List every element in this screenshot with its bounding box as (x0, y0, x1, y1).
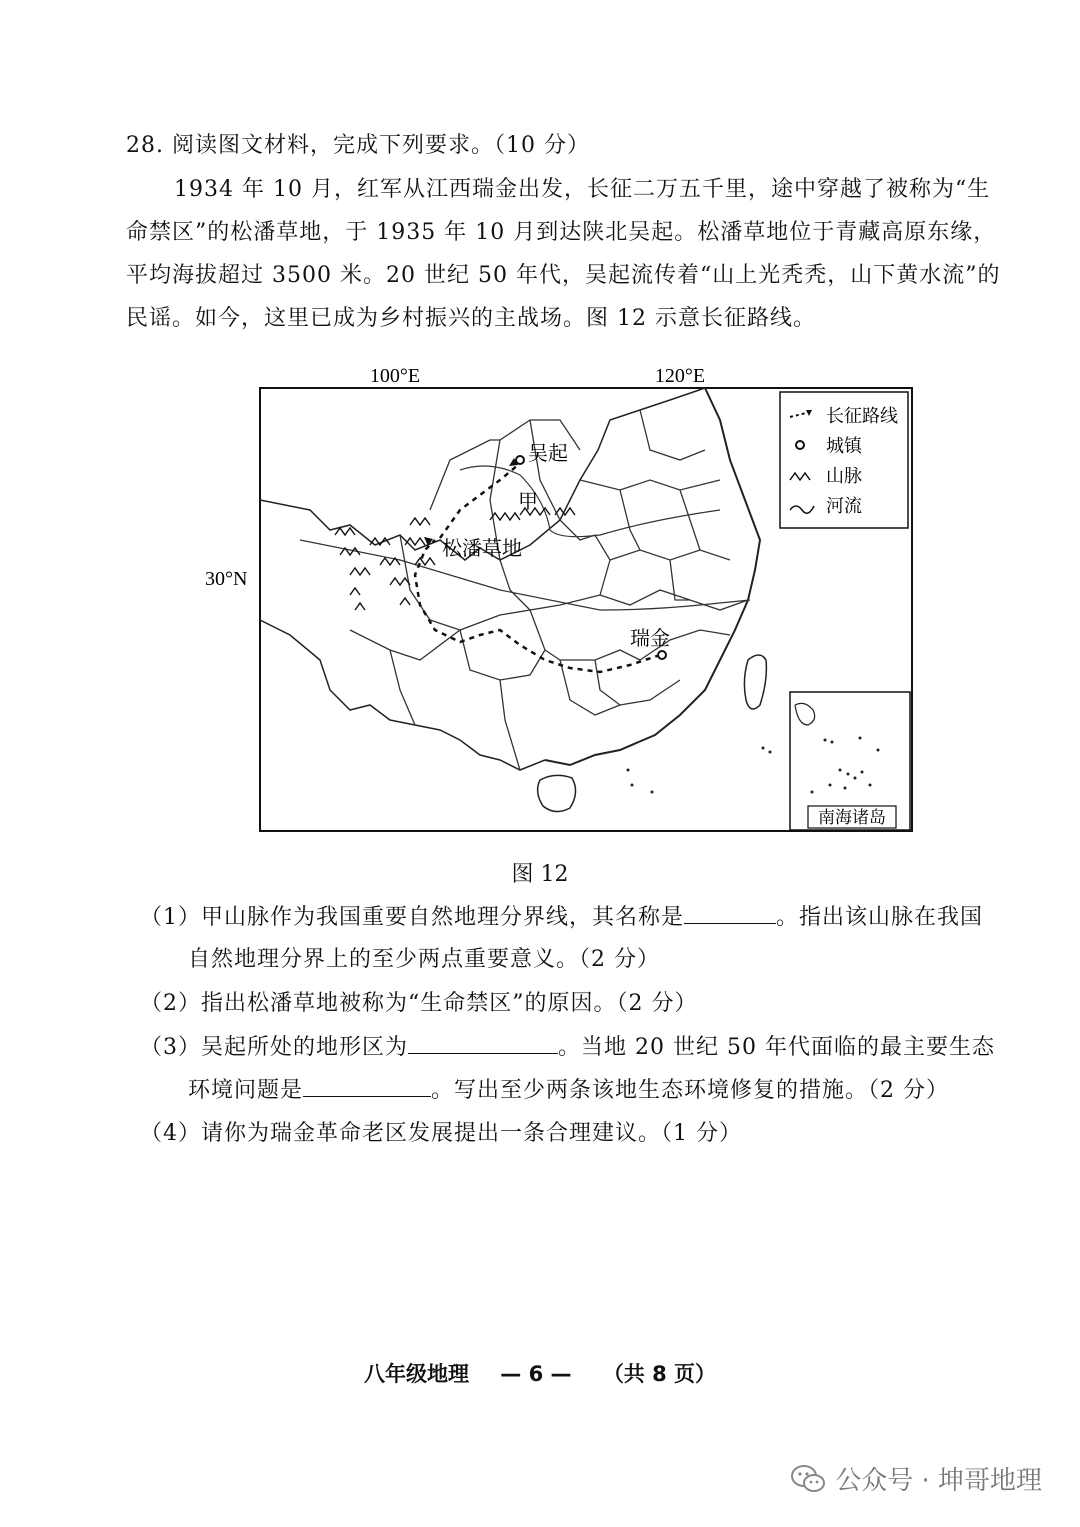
legend-route-label: 长征路线 (826, 406, 898, 427)
q1-text-a: （1）甲山脉作为我国重要自然地理分界线，其名称是 (140, 905, 684, 930)
question-title: 28. 阅读图文材料，完成下列要求。（10 分） (126, 133, 590, 158)
lat-label-30: 30°N (205, 568, 248, 590)
town-wuqi (516, 456, 524, 464)
south-china-sea-inset (790, 692, 910, 830)
map-legend (780, 392, 908, 528)
answer-blank-1[interactable] (684, 901, 776, 924)
wechat-icon (791, 1464, 825, 1494)
page-footer (0, 1358, 1080, 1388)
sub-question-3-cont (188, 1073, 1058, 1104)
lon-label-120: 120°E (654, 365, 706, 387)
footer-total-pages: （共 8 页） (602, 1362, 717, 1386)
watermark-text: 公众号 · 坤哥地理 (835, 1466, 1042, 1496)
hainan-island (538, 775, 576, 811)
sub-question-1 (140, 900, 1010, 931)
inset-label: 南海诸岛 (818, 808, 886, 828)
answer-blank-3[interactable] (303, 1074, 431, 1097)
material-line: 命禁区”的松潘草地，于 1935 年 10 月到达陕北吴起。松潘草地位于青藏高原东缘， (126, 220, 997, 245)
answer-blank-2[interactable] (408, 1031, 558, 1054)
material-line: 1934 年 10 月，红军从江西瑞金出发，长征二万五千里，途中穿越了被称为“生 (174, 177, 991, 202)
q1-text-c: 自然地理分界上的至少两点重要意义。（2 分） (188, 947, 660, 972)
legend-town-label: 城镇 (826, 436, 862, 457)
sub-question-3 (140, 1030, 1010, 1061)
q1-text-b: 。指出该山脉在我国 (776, 905, 984, 930)
lon-label-100: 100°E (369, 365, 421, 387)
legend-mountain-label: 山脉 (826, 466, 862, 487)
figure-caption: 图 12 (511, 862, 569, 887)
sub-question-4: （4）请你为瑞金革命老区发展提出一条合理建议。（1 分） (140, 1121, 742, 1146)
town-ruijin (658, 651, 666, 659)
q3-text-a: （3）吴起所处的地形区为 (140, 1035, 408, 1060)
watermark (791, 1460, 1042, 1497)
material-line: 平均海拔超过 3500 米。20 世纪 50 年代，吴起流传着“山上光秃秃，山下黄水流”的 (126, 263, 1001, 288)
long-march-map (200, 360, 930, 840)
label-songpan: 松潘草地 (442, 536, 522, 560)
material-line: 民谣。如今，这里已成为乡村振兴的主战场。图 12 示意长征路线。 (126, 306, 816, 331)
material-paragraph (126, 168, 1001, 340)
label-wuqi: 吴起 (528, 441, 568, 465)
sub-question-2: （2）指出松潘草地被称为“生命禁区”的原因。（2 分） (140, 991, 698, 1016)
footer-page-number: — 6 — (500, 1362, 572, 1386)
legend-town-icon (796, 441, 804, 449)
footer-subject: 八年级地理 (363, 1362, 469, 1386)
q3-text-d: 。写出至少两条该地生态环境修复的措施。（2 分） (431, 1078, 950, 1103)
q3-text-c: 环境问题是 (188, 1078, 304, 1103)
map-svg (200, 360, 930, 840)
legend-river-label: 河流 (826, 496, 862, 517)
label-ruijin: 瑞金 (630, 626, 670, 650)
q3-text-b: 。当地 20 世纪 50 年代面临的最主要生态 (558, 1035, 995, 1060)
label-jia: 甲 (518, 489, 538, 513)
